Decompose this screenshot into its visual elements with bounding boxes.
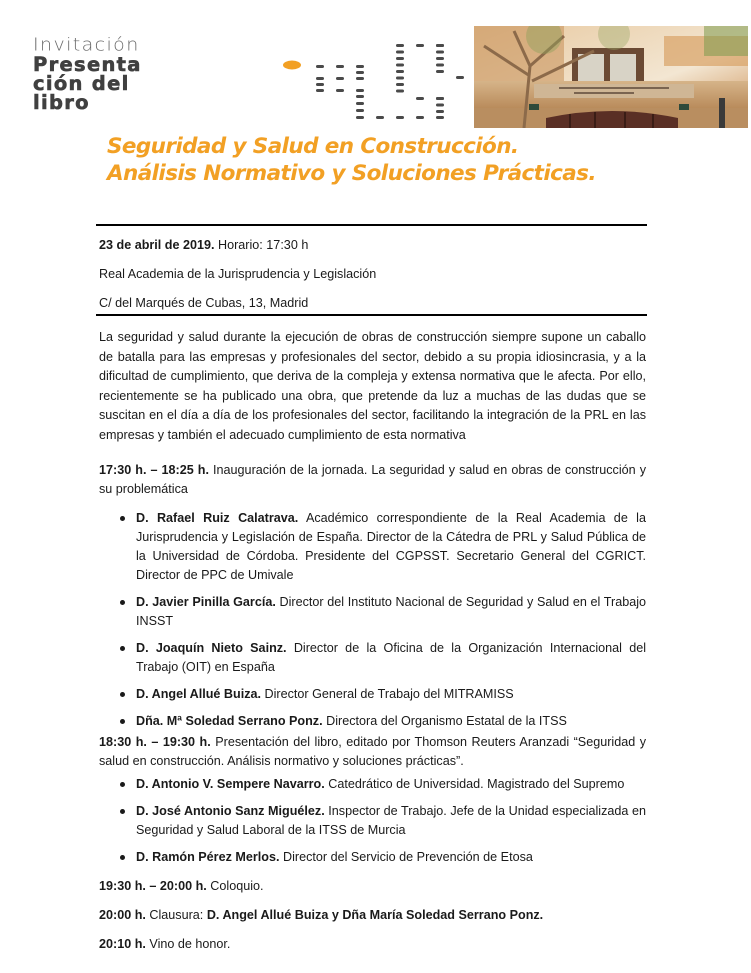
speaker-item bbox=[99, 639, 646, 677]
logo-dot bbox=[336, 65, 344, 68]
logo-dot bbox=[436, 97, 444, 100]
divider-top bbox=[96, 224, 647, 226]
logo-dot bbox=[436, 57, 444, 60]
logo-dot bbox=[356, 71, 364, 74]
speaker-item bbox=[99, 509, 646, 585]
coloquio-line bbox=[99, 879, 264, 893]
speaker-item bbox=[99, 848, 646, 867]
logo-dot bbox=[316, 77, 324, 80]
speaker-role: Director General de Trabajo del MITRAMISS bbox=[261, 687, 514, 701]
session-2-time: 18:30 h. – 19:30 h. bbox=[99, 735, 211, 749]
logo-dot bbox=[316, 83, 324, 86]
logo-accent-dot bbox=[283, 61, 301, 70]
logo-dot bbox=[396, 116, 404, 119]
session-1-header bbox=[99, 461, 646, 499]
logo-dot bbox=[396, 90, 404, 93]
speaker-name: D. José Antonio Sanz Miguélez. bbox=[136, 804, 325, 818]
event-date bbox=[99, 238, 308, 252]
vino-text: Vino de honor. bbox=[145, 937, 231, 951]
clausura-line bbox=[99, 908, 543, 922]
logo-dot bbox=[436, 116, 444, 119]
logo-dot bbox=[396, 44, 404, 47]
book-title bbox=[107, 133, 667, 187]
logo-dot bbox=[396, 77, 404, 80]
speaker-name: D. Joaquín Nieto Sainz. bbox=[136, 641, 287, 655]
logo-dot bbox=[456, 76, 464, 79]
speaker-item bbox=[99, 685, 646, 704]
clausura-label: Clausura: bbox=[145, 908, 207, 922]
presentation-line-2: ción del bbox=[33, 72, 130, 95]
speaker-name: D. Javier Pinilla García. bbox=[136, 595, 276, 609]
event-schedule: Horario: 17:30 h bbox=[214, 238, 309, 252]
logo-dot bbox=[356, 116, 364, 119]
dot-matrix-logo-icon bbox=[282, 40, 472, 125]
logo-dot bbox=[436, 110, 444, 113]
invitation-label: Invitación bbox=[33, 34, 140, 56]
book-title-line-1: Seguridad y Salud en Construcción. bbox=[107, 134, 519, 159]
logo-dot bbox=[356, 65, 364, 68]
speaker-role: Académico correspondiente de la Real Academia de la Jurisprudencia y Legislación de España. Director de la Cátedra de PRL y Salud Pública de la Universidad de Córdoba. Presidente del CGPSST. Secretario General del CGRICT. Director de PPC de Umivale bbox=[136, 511, 646, 582]
logo-dot bbox=[436, 51, 444, 54]
invitation-heading bbox=[33, 36, 263, 112]
logo-dot bbox=[436, 70, 444, 73]
coloquio-time: 19:30 h. – 20:00 h. bbox=[99, 879, 207, 893]
logo-dot bbox=[336, 77, 344, 80]
logo-dot bbox=[356, 102, 364, 105]
logo-dot bbox=[436, 64, 444, 67]
logo-dot bbox=[316, 89, 324, 92]
logo-dot bbox=[436, 104, 444, 107]
speaker-name: D. Angel Allué Buiza. bbox=[136, 687, 262, 701]
logo-dot bbox=[396, 64, 404, 67]
speaker-name: D. Rafael Ruiz Calatrava. bbox=[136, 511, 299, 525]
session-2-header bbox=[99, 733, 646, 771]
logo-dot bbox=[376, 116, 384, 119]
logo-dot bbox=[396, 51, 404, 54]
clausura-names: D. Angel Allué Buiza y Dña María Soledad Serrano Ponz. bbox=[206, 908, 544, 922]
presentation-line-3: libro bbox=[33, 91, 90, 114]
logo-dot bbox=[396, 83, 404, 86]
book-title-line-2: Análisis Normativo y Soluciones Prácticas. bbox=[107, 161, 596, 186]
speaker-item bbox=[99, 775, 646, 794]
speaker-role: Directora del Organismo Estatal de la ITSS bbox=[322, 714, 567, 728]
logo-dot bbox=[416, 116, 424, 119]
speaker-item bbox=[99, 802, 646, 840]
session-2-speakers bbox=[99, 775, 646, 867]
vino-time: 20:10 h. bbox=[99, 937, 146, 951]
intro-paragraph: La seguridad y salud durante la ejecución de obras de construcción siempre supone un caballo de batalla para las empresas y profesionales del sector, debido a su propia idiosincrasia, y a la dificultad de cumplimiento, que deriva de la compleja y extensa normativa que le afecta. Por ello, recientemente se ha publicado una obra, que pretende da luz a muchas de las dudas que se suscitan en el día a día de los profesionales del sector, facilitando la integración de la PRL en las empresas y también el adecuado cumplimiento de esta normativa bbox=[99, 330, 646, 442]
event-address: C/ del Marqués de Cubas, 13, Madrid bbox=[99, 296, 309, 310]
logo-dot bbox=[356, 95, 364, 98]
speaker-role: Inspector de Trabajo. Jefe de la Unidad especializada en Seguridad y Salud Laboral de la ITSS de Murcia bbox=[136, 804, 646, 837]
speaker-name: D. Ramón Pérez Merlos. bbox=[136, 850, 280, 864]
vino-line bbox=[99, 937, 230, 951]
speaker-item bbox=[99, 593, 646, 631]
session-1-time: 17:30 h. – 18:25 h. bbox=[99, 463, 209, 477]
speaker-role: Director del Servicio de Prevención de Etosa bbox=[279, 850, 533, 864]
session-1-speakers bbox=[99, 509, 646, 731]
logo-dot bbox=[356, 89, 364, 92]
divider-bottom bbox=[96, 314, 647, 316]
event-date-bold: 23 de abril de 2019. bbox=[99, 238, 215, 252]
building-facade-photo bbox=[474, 26, 748, 128]
event-venue: Real Academia de la Jurisprudencia y Legislación bbox=[99, 267, 377, 281]
presentation-line-1: Presenta bbox=[33, 53, 142, 76]
logo-dot bbox=[436, 44, 444, 47]
coloquio-text: Coloquio. bbox=[206, 879, 264, 893]
logo-dot bbox=[356, 109, 364, 112]
logo-dot bbox=[396, 70, 404, 73]
logo-dot bbox=[356, 77, 364, 80]
program-session-1 bbox=[99, 461, 646, 731]
logo-dot bbox=[336, 89, 344, 92]
session-2-text: Presentación del libro, editado por Thomson Reuters Aranzadi “Seguridad y salud en construcción. Análisis normativo y soluciones prácticas”. bbox=[99, 735, 646, 768]
speaker-name: D. Antonio V. Sempere Navarro. bbox=[136, 777, 325, 791]
logo-dot bbox=[396, 57, 404, 60]
clausura-time: 20:00 h. bbox=[99, 908, 146, 922]
session-1-text: Inauguración de la jornada. La seguridad y salud en obras de construcción y su problemática bbox=[99, 463, 646, 496]
speaker-role: Director de la Oficina de la Organización Internacional del Trabajo (OIT) en España bbox=[136, 641, 647, 674]
logo-dot bbox=[416, 97, 424, 100]
speaker-item bbox=[99, 712, 646, 731]
speaker-role: Director del Instituto Nacional de Seguridad y Salud en el Trabajo INSST bbox=[136, 595, 647, 628]
speaker-name: Dña. Mª Soledad Serrano Ponz. bbox=[136, 714, 323, 728]
logo-dot bbox=[416, 44, 424, 47]
logo-dot bbox=[316, 65, 324, 68]
program-session-2 bbox=[99, 733, 646, 867]
speaker-role: Catedrático de Universidad. Magistrado del Supremo bbox=[324, 777, 625, 791]
